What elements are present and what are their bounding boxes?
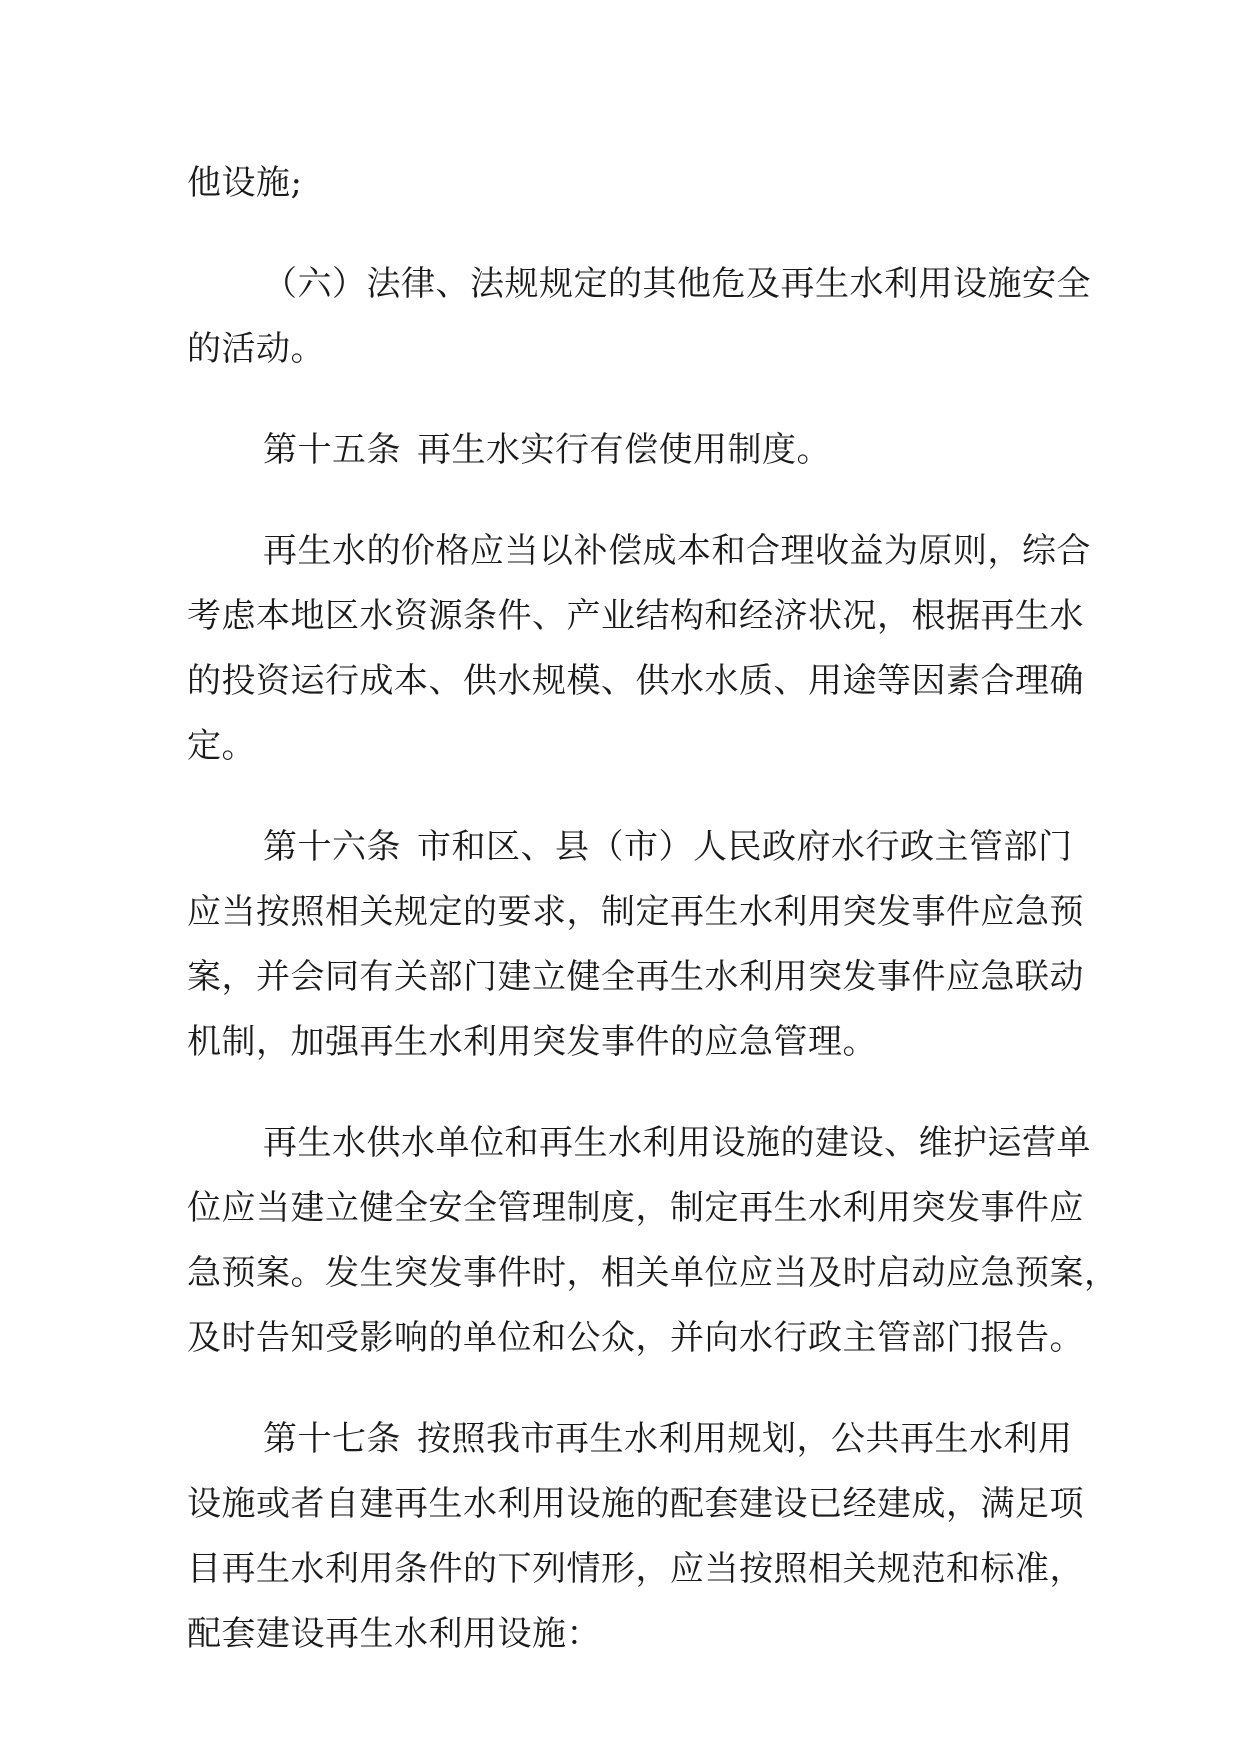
- text-line: 机制，加强再生水利用突发事件的应急管理。: [187, 1022, 877, 1062]
- text-line: （六）法律、法规规定的其他危及再生水利用设施安全: [263, 264, 1091, 304]
- text-line: [187, 418, 1057, 483]
- article-heading: 第十五条: [263, 430, 401, 470]
- paragraph-supply-units: [187, 1111, 1119, 1371]
- text-line: 再生水供水单位和再生水利用设施的建设、维护运营单: [263, 1123, 1091, 1163]
- text-line: 配套建设再生水利用设施：: [187, 1614, 601, 1654]
- text-line: 他设施;: [187, 163, 303, 203]
- text-line: 考虑本地区水资源条件、产业结构和经济状况，根据再生水: [187, 596, 1084, 636]
- text-line: 再生水的价格应当以补偿成本和合理收益为原则，综合: [263, 531, 1091, 571]
- text-line: 案，并会同有关部门建立健全再生水利用突发事件应急联动: [187, 957, 1084, 997]
- article-text: 再生水实行有偿使用制度。: [417, 430, 831, 470]
- paragraph-article-15: [187, 418, 1057, 483]
- paragraph-item-six: [187, 252, 1091, 382]
- text-line: 的活动。: [187, 329, 325, 369]
- paragraph-article-16: [187, 815, 1084, 1075]
- article-heading: 第十六条: [263, 827, 401, 867]
- text-line: 急预案。发生突发事件时，相关单位应当及时启动应急预案，: [187, 1253, 1119, 1293]
- text-line: 应当按照相关规定的要求，制定再生水利用突发事件应急预: [187, 892, 1084, 932]
- paragraph-article-17: [187, 1407, 1084, 1667]
- text-line: 及时告知受影响的单位和公众，并向水行政主管部门报告。: [187, 1318, 1084, 1358]
- article-text: 按照我市再生水利用规划，公共再生水利用: [417, 1419, 1073, 1459]
- text-line: 目再生水利用条件的下列情形，应当按照相关规范和标准，: [187, 1549, 1084, 1589]
- paragraph-pricing: [187, 519, 1091, 779]
- text-line: 定。: [187, 726, 256, 766]
- paragraph-continuation: [187, 151, 1057, 216]
- article-heading: 第十七条: [263, 1419, 401, 1459]
- text-line: 设施或者自建再生水利用设施的配套建设已经建成，满足项: [187, 1484, 1084, 1524]
- text-line: [187, 1407, 1073, 1472]
- document-body: [187, 151, 1119, 1703]
- article-text: 市和区、县（市）人民政府水行政主管部门: [417, 827, 1073, 867]
- text-line: 的投资运行成本、供水规模、供水水质、用途等因素合理确: [187, 661, 1084, 701]
- text-line: 位应当建立健全安全管理制度，制定再生水利用突发事件应: [187, 1188, 1084, 1228]
- text-line: [187, 815, 1073, 880]
